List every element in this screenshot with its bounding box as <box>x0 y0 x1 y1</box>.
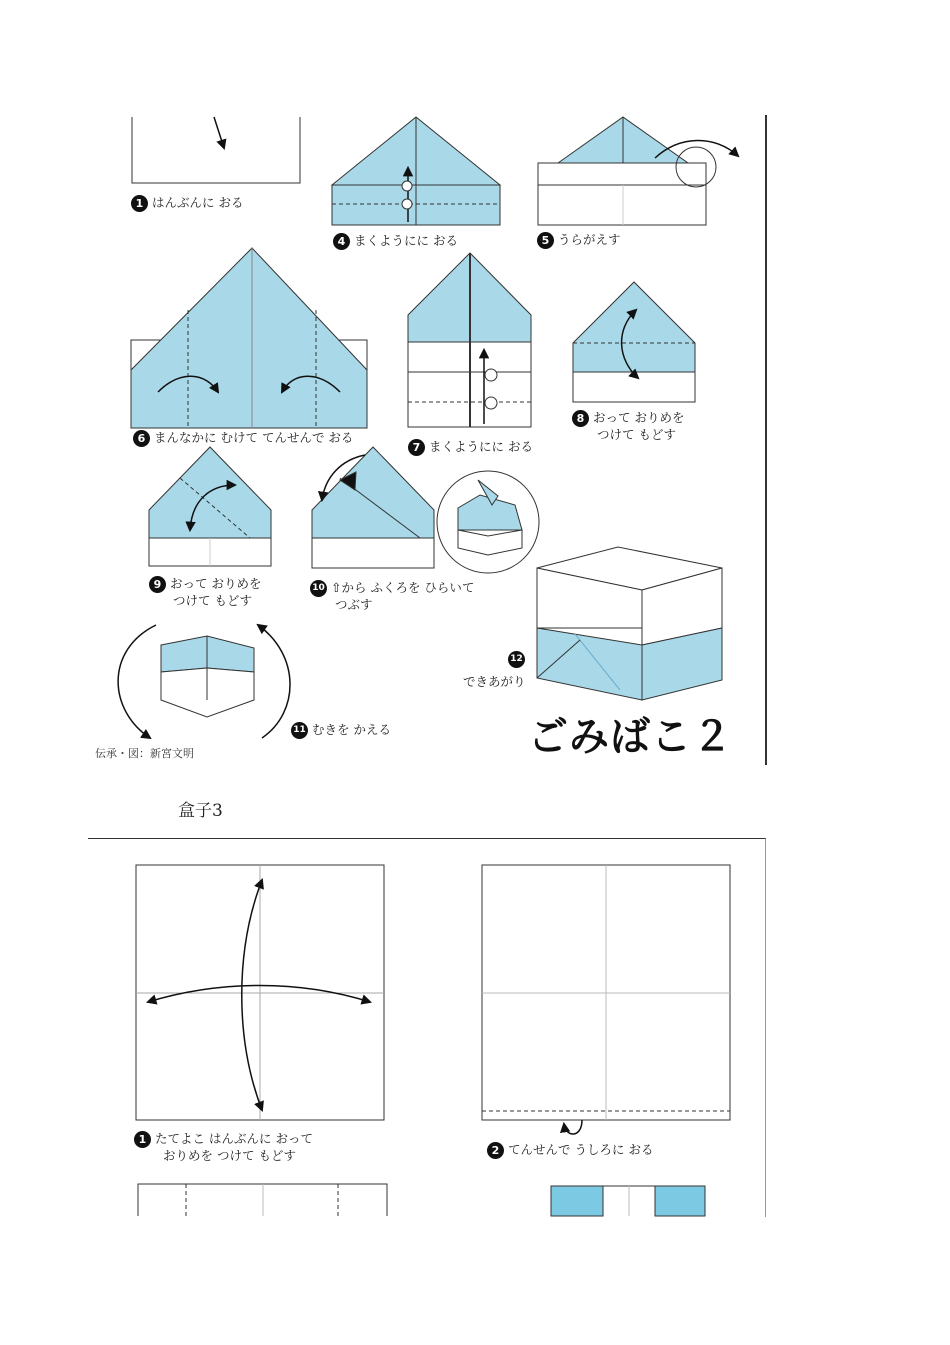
step1-caption: 1 はんぶんに おる <box>131 195 243 212</box>
step4-caption: 4 まくようにに おる <box>333 233 458 250</box>
step8-drawing <box>573 282 695 402</box>
step11-caption: 11 むきを かえる <box>291 722 391 739</box>
diagram-title: ごみばこ２ <box>528 714 733 760</box>
step-number-badge: 10 <box>310 580 327 597</box>
step-number-badge: 1 <box>134 1131 151 1148</box>
section-heading: 盒子3 <box>178 801 223 821</box>
step6-drawing <box>131 248 367 428</box>
step-number-badge: 11 <box>291 722 308 739</box>
step-number-badge: 4 <box>333 233 350 250</box>
step1-drawing <box>132 117 300 183</box>
box3-step1-caption: 1 たてよこ はんぶんに おって おりめを つけて もどす <box>134 1131 313 1164</box>
step-number-badge: 9 <box>149 576 166 593</box>
step5-caption: 5 うらがえす <box>537 232 621 249</box>
step12-drawing <box>537 547 722 700</box>
step7-drawing <box>408 253 531 427</box>
step7-caption: 7 まくようにに おる <box>408 439 533 456</box>
step-number-badge: 5 <box>537 232 554 249</box>
step8-caption: 8 おって おりめを つけて もどす <box>572 410 684 443</box>
step10-drawing <box>312 447 434 568</box>
credit-line: 伝承・図：新宮文明 <box>95 747 194 760</box>
step10-inset <box>437 471 539 573</box>
box3-step2-caption: 2 てんせんで うしろに おる <box>487 1142 653 1159</box>
step-number-badge: 2 <box>487 1142 504 1159</box>
step-number-badge: 6 <box>133 430 150 447</box>
step9-drawing <box>149 447 271 566</box>
step5-drawing <box>538 117 738 225</box>
step4-drawing <box>332 117 500 225</box>
step-number-badge: 8 <box>572 410 589 427</box>
up-arrow-icon: ⇧ <box>331 580 342 595</box>
step12-number <box>508 651 529 668</box>
step10-caption: 10 ⇧から ふくろを ひらいて つぶす <box>310 580 474 613</box>
step6-caption: 6 まんなかに むけて てんせんで おる <box>133 430 353 447</box>
step-number-badge: 1 <box>131 195 148 212</box>
step11-drawing <box>118 625 290 738</box>
step-number-badge: 7 <box>408 439 425 456</box>
step12-caption: できあがり <box>463 674 526 689</box>
step-number-badge: 12 <box>508 651 525 668</box>
step9-caption: 9 おって おりめを つけて もどす <box>149 576 261 609</box>
